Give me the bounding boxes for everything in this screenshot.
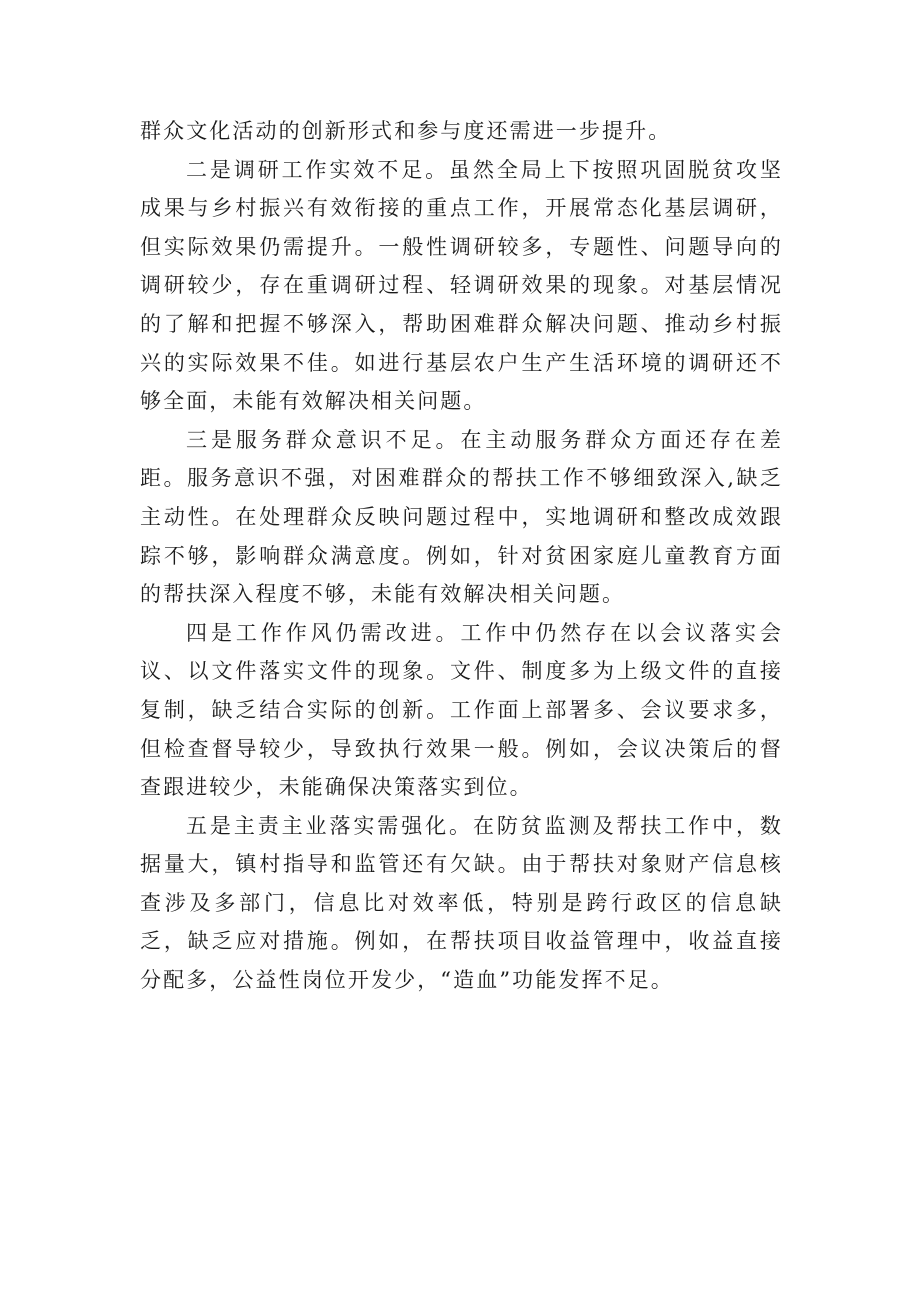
paragraph-main-responsibility: 五是主责主业落实需强化。在防贫监测及帮扶工作中，数据量大，镇村指导和监管还有欠缺。由于帮扶对象财产信息核查涉及多部门，信息比对效率低，特别是跨行政区的信息缺乏，缺乏应对措施。例如，在帮扶项目收益管理中，收益直接分配多，公益性岗位开发少，“造血”功能发挥不足。 <box>140 813 783 993</box>
paragraph-continuation: 群众文化活动的创新形式和参与度还需进一步提升。 <box>140 119 672 143</box>
document-page <box>140 112 783 1000</box>
paragraph-research-effectiveness: 二是调研工作实效不足。虽然全局上下按照巩固脱贫攻坚成果与乡村振兴有效衔接的重点工作，开展常态化基层调研，但实际效果仍需提升。一般性调研较多，专题性、问题导向的调研较少，存在重调研过程、轻调研效果的现象。对基层情况的了解和把握不够深入，帮助困难群众解决问题、推动乡村振兴的实际效果不佳。如进行基层农户生产生活环境的调研还不够全面，未能有效解决相关问题。 <box>140 157 783 414</box>
paragraph-work-style: 四是工作作风仍需改进。工作中仍然存在以会议落实会议、以文件落实文件的现象。文件、制度多为上级文件的直接复制，缺乏结合实际的创新。工作面上部署多、会议要求多，但检查督导较少，导致执行效果一般。例如，会议决策后的督查跟进较少，未能确保决策落实到位。 <box>140 620 783 800</box>
paragraph-service-awareness: 三是服务群众意识不足。在主动服务群众方面还存在差距。服务意识不强，对困难群众的帮扶工作不够细致深入,缺乏主动性。在处理群众反映问题过程中，实地调研和整改成效跟踪不够，影响群众满意度。例如，针对贫困家庭儿童教育方面的帮扶深入程度不够，未能有效解决相关问题。 <box>140 427 783 607</box>
